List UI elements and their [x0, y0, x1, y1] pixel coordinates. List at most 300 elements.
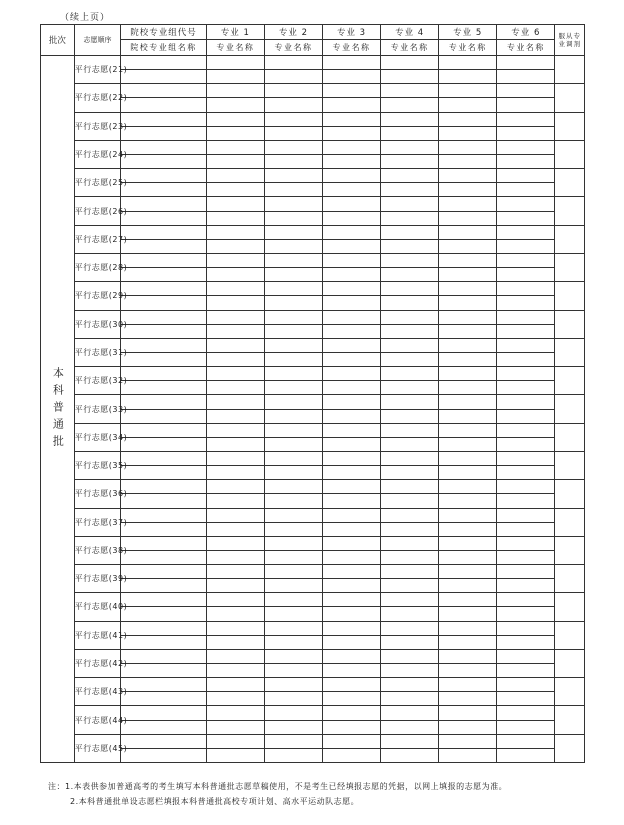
major-cell[interactable] — [381, 84, 439, 98]
group-name-cell[interactable] — [121, 239, 207, 253]
major-name-cell[interactable] — [381, 126, 439, 140]
major-name-cell[interactable] — [264, 183, 322, 197]
major-name-cell[interactable] — [381, 268, 439, 282]
major-cell[interactable] — [497, 508, 555, 522]
major-cell[interactable] — [497, 621, 555, 635]
major-cell[interactable] — [206, 706, 264, 720]
major-cell[interactable] — [323, 84, 381, 98]
major-cell[interactable] — [381, 112, 439, 126]
major-name-cell[interactable] — [381, 324, 439, 338]
group-code-cell[interactable] — [121, 593, 207, 607]
major-cell[interactable] — [264, 197, 322, 211]
major-name-cell[interactable] — [264, 98, 322, 112]
major-cell[interactable] — [264, 480, 322, 494]
major-name-cell[interactable] — [439, 352, 497, 366]
group-name-cell[interactable] — [121, 324, 207, 338]
adjust-cell[interactable] — [555, 310, 585, 338]
major-name-cell[interactable] — [439, 437, 497, 451]
major-name-cell[interactable] — [264, 381, 322, 395]
group-name-cell[interactable] — [121, 268, 207, 282]
major-cell[interactable] — [323, 593, 381, 607]
major-name-cell[interactable] — [323, 692, 381, 706]
major-cell[interactable] — [497, 197, 555, 211]
major-cell[interactable] — [264, 395, 322, 409]
major-name-cell[interactable] — [264, 324, 322, 338]
group-name-cell[interactable] — [121, 409, 207, 423]
major-cell[interactable] — [381, 423, 439, 437]
major-cell[interactable] — [264, 253, 322, 267]
major-name-cell[interactable] — [206, 437, 264, 451]
major-cell[interactable] — [264, 706, 322, 720]
major-name-cell[interactable] — [323, 550, 381, 564]
group-code-cell[interactable] — [121, 706, 207, 720]
major-name-cell[interactable] — [323, 381, 381, 395]
major-name-cell[interactable] — [439, 494, 497, 508]
major-name-cell[interactable] — [497, 748, 555, 762]
group-name-cell[interactable] — [121, 607, 207, 621]
major-name-cell[interactable] — [439, 296, 497, 310]
major-cell[interactable] — [497, 593, 555, 607]
major-cell[interactable] — [323, 367, 381, 381]
major-name-cell[interactable] — [206, 664, 264, 678]
major-cell[interactable] — [264, 593, 322, 607]
major-cell[interactable] — [264, 621, 322, 635]
major-cell[interactable] — [439, 140, 497, 154]
major-name-cell[interactable] — [206, 126, 264, 140]
major-name-cell[interactable] — [206, 579, 264, 593]
major-cell[interactable] — [439, 508, 497, 522]
major-name-cell[interactable] — [323, 635, 381, 649]
major-cell[interactable] — [439, 169, 497, 183]
adjust-cell[interactable] — [555, 112, 585, 140]
major-cell[interactable] — [497, 423, 555, 437]
major-name-cell[interactable] — [497, 522, 555, 536]
major-cell[interactable] — [264, 112, 322, 126]
adjust-cell[interactable] — [555, 621, 585, 649]
group-name-cell[interactable] — [121, 466, 207, 480]
major-name-cell[interactable] — [323, 352, 381, 366]
major-cell[interactable] — [381, 706, 439, 720]
major-name-cell[interactable] — [381, 154, 439, 168]
adjust-cell[interactable] — [555, 593, 585, 621]
major-cell[interactable] — [439, 338, 497, 352]
major-cell[interactable] — [497, 734, 555, 748]
major-cell[interactable] — [439, 56, 497, 70]
adjust-cell[interactable] — [555, 338, 585, 366]
major-name-cell[interactable] — [206, 748, 264, 762]
group-name-cell[interactable] — [121, 126, 207, 140]
major-cell[interactable] — [264, 565, 322, 579]
major-cell[interactable] — [206, 338, 264, 352]
major-name-cell[interactable] — [497, 324, 555, 338]
major-name-cell[interactable] — [439, 324, 497, 338]
major-name-cell[interactable] — [497, 268, 555, 282]
major-cell[interactable] — [323, 310, 381, 324]
major-name-cell[interactable] — [323, 437, 381, 451]
major-cell[interactable] — [323, 395, 381, 409]
major-cell[interactable] — [381, 678, 439, 692]
adjust-cell[interactable] — [555, 536, 585, 564]
major-cell[interactable] — [264, 56, 322, 70]
major-cell[interactable] — [264, 310, 322, 324]
group-name-cell[interactable] — [121, 70, 207, 84]
major-cell[interactable] — [497, 112, 555, 126]
major-cell[interactable] — [381, 310, 439, 324]
major-cell[interactable] — [264, 423, 322, 437]
major-name-cell[interactable] — [323, 98, 381, 112]
major-cell[interactable] — [381, 593, 439, 607]
major-cell[interactable] — [264, 169, 322, 183]
major-cell[interactable] — [381, 395, 439, 409]
adjust-cell[interactable] — [555, 423, 585, 451]
major-name-cell[interactable] — [323, 522, 381, 536]
major-name-cell[interactable] — [381, 550, 439, 564]
major-cell[interactable] — [323, 225, 381, 239]
group-code-cell[interactable] — [121, 536, 207, 550]
major-cell[interactable] — [381, 56, 439, 70]
group-code-cell[interactable] — [121, 56, 207, 70]
major-name-cell[interactable] — [323, 296, 381, 310]
major-name-cell[interactable] — [264, 126, 322, 140]
major-cell[interactable] — [381, 197, 439, 211]
major-cell[interactable] — [439, 225, 497, 239]
major-cell[interactable] — [323, 678, 381, 692]
major-name-cell[interactable] — [323, 183, 381, 197]
major-name-cell[interactable] — [323, 268, 381, 282]
major-name-cell[interactable] — [381, 664, 439, 678]
major-name-cell[interactable] — [264, 635, 322, 649]
major-cell[interactable] — [323, 565, 381, 579]
major-name-cell[interactable] — [206, 522, 264, 536]
major-cell[interactable] — [264, 367, 322, 381]
major-cell[interactable] — [497, 451, 555, 465]
major-name-cell[interactable] — [381, 579, 439, 593]
major-cell[interactable] — [264, 140, 322, 154]
group-code-cell[interactable] — [121, 451, 207, 465]
group-name-cell[interactable] — [121, 494, 207, 508]
major-name-cell[interactable] — [381, 437, 439, 451]
major-name-cell[interactable] — [264, 352, 322, 366]
major-cell[interactable] — [206, 225, 264, 239]
major-cell[interactable] — [497, 225, 555, 239]
major-cell[interactable] — [497, 706, 555, 720]
major-name-cell[interactable] — [381, 183, 439, 197]
group-code-cell[interactable] — [121, 169, 207, 183]
major-cell[interactable] — [323, 197, 381, 211]
major-name-cell[interactable] — [381, 98, 439, 112]
group-name-cell[interactable] — [121, 98, 207, 112]
major-cell[interactable] — [439, 84, 497, 98]
major-name-cell[interactable] — [323, 239, 381, 253]
major-name-cell[interactable] — [497, 664, 555, 678]
group-code-cell[interactable] — [121, 253, 207, 267]
major-cell[interactable] — [381, 338, 439, 352]
major-name-cell[interactable] — [381, 352, 439, 366]
adjust-cell[interactable] — [555, 451, 585, 479]
major-cell[interactable] — [323, 734, 381, 748]
major-cell[interactable] — [206, 169, 264, 183]
major-name-cell[interactable] — [323, 664, 381, 678]
major-cell[interactable] — [206, 734, 264, 748]
major-name-cell[interactable] — [381, 607, 439, 621]
major-name-cell[interactable] — [497, 635, 555, 649]
major-cell[interactable] — [206, 56, 264, 70]
major-name-cell[interactable] — [206, 607, 264, 621]
group-code-cell[interactable] — [121, 140, 207, 154]
major-name-cell[interactable] — [206, 239, 264, 253]
major-cell[interactable] — [381, 140, 439, 154]
adjust-cell[interactable] — [555, 169, 585, 197]
major-name-cell[interactable] — [264, 494, 322, 508]
group-name-cell[interactable] — [121, 522, 207, 536]
major-name-cell[interactable] — [323, 154, 381, 168]
major-cell[interactable] — [439, 451, 497, 465]
group-code-cell[interactable] — [121, 649, 207, 663]
major-name-cell[interactable] — [264, 664, 322, 678]
major-name-cell[interactable] — [497, 381, 555, 395]
major-name-cell[interactable] — [264, 607, 322, 621]
group-name-cell[interactable] — [121, 664, 207, 678]
group-code-cell[interactable] — [121, 84, 207, 98]
adjust-cell[interactable] — [555, 508, 585, 536]
group-name-cell[interactable] — [121, 211, 207, 225]
major-name-cell[interactable] — [323, 579, 381, 593]
major-name-cell[interactable] — [264, 437, 322, 451]
major-name-cell[interactable] — [497, 296, 555, 310]
adjust-cell[interactable] — [555, 706, 585, 734]
major-cell[interactable] — [264, 338, 322, 352]
major-cell[interactable] — [497, 169, 555, 183]
major-cell[interactable] — [206, 367, 264, 381]
major-name-cell[interactable] — [206, 183, 264, 197]
group-code-cell[interactable] — [121, 734, 207, 748]
major-cell[interactable] — [497, 310, 555, 324]
major-cell[interactable] — [264, 451, 322, 465]
major-name-cell[interactable] — [439, 664, 497, 678]
major-cell[interactable] — [381, 508, 439, 522]
major-name-cell[interactable] — [206, 466, 264, 480]
adjust-cell[interactable] — [555, 649, 585, 677]
major-name-cell[interactable] — [323, 409, 381, 423]
major-cell[interactable] — [206, 678, 264, 692]
major-name-cell[interactable] — [264, 409, 322, 423]
major-name-cell[interactable] — [323, 748, 381, 762]
major-name-cell[interactable] — [264, 550, 322, 564]
major-name-cell[interactable] — [439, 126, 497, 140]
major-cell[interactable] — [439, 423, 497, 437]
group-code-cell[interactable] — [121, 678, 207, 692]
major-name-cell[interactable] — [381, 381, 439, 395]
major-name-cell[interactable] — [381, 635, 439, 649]
major-name-cell[interactable] — [206, 324, 264, 338]
major-cell[interactable] — [206, 282, 264, 296]
major-cell[interactable] — [206, 112, 264, 126]
group-name-cell[interactable] — [121, 437, 207, 451]
major-cell[interactable] — [323, 536, 381, 550]
major-cell[interactable] — [497, 367, 555, 381]
major-cell[interactable] — [381, 253, 439, 267]
major-name-cell[interactable] — [439, 98, 497, 112]
major-name-cell[interactable] — [439, 720, 497, 734]
major-name-cell[interactable] — [206, 720, 264, 734]
group-name-cell[interactable] — [121, 635, 207, 649]
adjust-cell[interactable] — [555, 56, 585, 84]
major-name-cell[interactable] — [439, 183, 497, 197]
major-name-cell[interactable] — [206, 550, 264, 564]
major-name-cell[interactable] — [264, 268, 322, 282]
major-cell[interactable] — [439, 649, 497, 663]
major-name-cell[interactable] — [497, 183, 555, 197]
major-name-cell[interactable] — [264, 579, 322, 593]
major-cell[interactable] — [381, 734, 439, 748]
major-name-cell[interactable] — [439, 748, 497, 762]
group-name-cell[interactable] — [121, 183, 207, 197]
adjust-cell[interactable] — [555, 565, 585, 593]
major-cell[interactable] — [206, 310, 264, 324]
adjust-cell[interactable] — [555, 253, 585, 281]
major-cell[interactable] — [206, 197, 264, 211]
major-cell[interactable] — [381, 649, 439, 663]
major-cell[interactable] — [381, 565, 439, 579]
major-cell[interactable] — [323, 621, 381, 635]
group-name-cell[interactable] — [121, 550, 207, 564]
major-name-cell[interactable] — [206, 296, 264, 310]
major-name-cell[interactable] — [323, 607, 381, 621]
major-cell[interactable] — [206, 395, 264, 409]
adjust-cell[interactable] — [555, 282, 585, 310]
major-name-cell[interactable] — [439, 268, 497, 282]
major-name-cell[interactable] — [381, 720, 439, 734]
group-code-cell[interactable] — [121, 423, 207, 437]
major-cell[interactable] — [323, 508, 381, 522]
major-cell[interactable] — [323, 282, 381, 296]
adjust-cell[interactable] — [555, 480, 585, 508]
adjust-cell[interactable] — [555, 197, 585, 225]
major-name-cell[interactable] — [264, 154, 322, 168]
group-code-cell[interactable] — [121, 395, 207, 409]
major-cell[interactable] — [381, 169, 439, 183]
major-cell[interactable] — [323, 253, 381, 267]
major-cell[interactable] — [439, 253, 497, 267]
major-cell[interactable] — [381, 367, 439, 381]
major-name-cell[interactable] — [381, 296, 439, 310]
major-name-cell[interactable] — [264, 296, 322, 310]
adjust-cell[interactable] — [555, 225, 585, 253]
group-code-cell[interactable] — [121, 508, 207, 522]
major-cell[interactable] — [439, 706, 497, 720]
major-name-cell[interactable] — [497, 211, 555, 225]
major-cell[interactable] — [497, 678, 555, 692]
major-cell[interactable] — [206, 423, 264, 437]
major-cell[interactable] — [323, 56, 381, 70]
major-cell[interactable] — [439, 678, 497, 692]
major-cell[interactable] — [323, 169, 381, 183]
major-name-cell[interactable] — [206, 154, 264, 168]
major-cell[interactable] — [497, 395, 555, 409]
major-name-cell[interactable] — [497, 154, 555, 168]
major-name-cell[interactable] — [439, 692, 497, 706]
major-name-cell[interactable] — [206, 494, 264, 508]
major-cell[interactable] — [439, 310, 497, 324]
major-name-cell[interactable] — [264, 466, 322, 480]
major-cell[interactable] — [497, 84, 555, 98]
major-cell[interactable] — [497, 338, 555, 352]
major-cell[interactable] — [323, 338, 381, 352]
major-name-cell[interactable] — [381, 494, 439, 508]
major-cell[interactable] — [264, 225, 322, 239]
major-cell[interactable] — [206, 508, 264, 522]
group-name-cell[interactable] — [121, 154, 207, 168]
major-name-cell[interactable] — [439, 409, 497, 423]
major-cell[interactable] — [497, 253, 555, 267]
major-name-cell[interactable] — [497, 70, 555, 84]
group-code-cell[interactable] — [121, 225, 207, 239]
adjust-cell[interactable] — [555, 140, 585, 168]
group-code-cell[interactable] — [121, 480, 207, 494]
adjust-cell[interactable] — [555, 367, 585, 395]
adjust-cell[interactable] — [555, 395, 585, 423]
major-cell[interactable] — [323, 140, 381, 154]
group-name-cell[interactable] — [121, 352, 207, 366]
major-name-cell[interactable] — [264, 692, 322, 706]
major-name-cell[interactable] — [206, 409, 264, 423]
major-name-cell[interactable] — [497, 409, 555, 423]
major-cell[interactable] — [439, 282, 497, 296]
major-name-cell[interactable] — [439, 239, 497, 253]
major-cell[interactable] — [264, 734, 322, 748]
adjust-cell[interactable] — [555, 678, 585, 706]
major-name-cell[interactable] — [264, 748, 322, 762]
major-cell[interactable] — [264, 282, 322, 296]
major-name-cell[interactable] — [323, 70, 381, 84]
major-cell[interactable] — [206, 253, 264, 267]
major-name-cell[interactable] — [323, 126, 381, 140]
major-name-cell[interactable] — [497, 126, 555, 140]
major-cell[interactable] — [381, 282, 439, 296]
major-cell[interactable] — [439, 621, 497, 635]
major-name-cell[interactable] — [439, 579, 497, 593]
major-name-cell[interactable] — [264, 70, 322, 84]
major-name-cell[interactable] — [206, 268, 264, 282]
major-name-cell[interactable] — [206, 352, 264, 366]
major-cell[interactable] — [439, 367, 497, 381]
major-cell[interactable] — [264, 508, 322, 522]
major-cell[interactable] — [439, 536, 497, 550]
group-name-cell[interactable] — [121, 692, 207, 706]
major-cell[interactable] — [206, 536, 264, 550]
group-name-cell[interactable] — [121, 381, 207, 395]
major-cell[interactable] — [206, 451, 264, 465]
adjust-cell[interactable] — [555, 734, 585, 762]
major-cell[interactable] — [381, 225, 439, 239]
group-name-cell[interactable] — [121, 720, 207, 734]
major-name-cell[interactable] — [264, 239, 322, 253]
major-cell[interactable] — [206, 649, 264, 663]
major-name-cell[interactable] — [206, 211, 264, 225]
major-name-cell[interactable] — [381, 70, 439, 84]
major-name-cell[interactable] — [381, 211, 439, 225]
major-name-cell[interactable] — [497, 692, 555, 706]
major-cell[interactable] — [439, 565, 497, 579]
major-cell[interactable] — [381, 480, 439, 494]
major-name-cell[interactable] — [264, 211, 322, 225]
group-code-cell[interactable] — [121, 565, 207, 579]
major-name-cell[interactable] — [323, 211, 381, 225]
major-name-cell[interactable] — [439, 635, 497, 649]
major-name-cell[interactable] — [206, 70, 264, 84]
major-name-cell[interactable] — [497, 494, 555, 508]
group-code-cell[interactable] — [121, 282, 207, 296]
